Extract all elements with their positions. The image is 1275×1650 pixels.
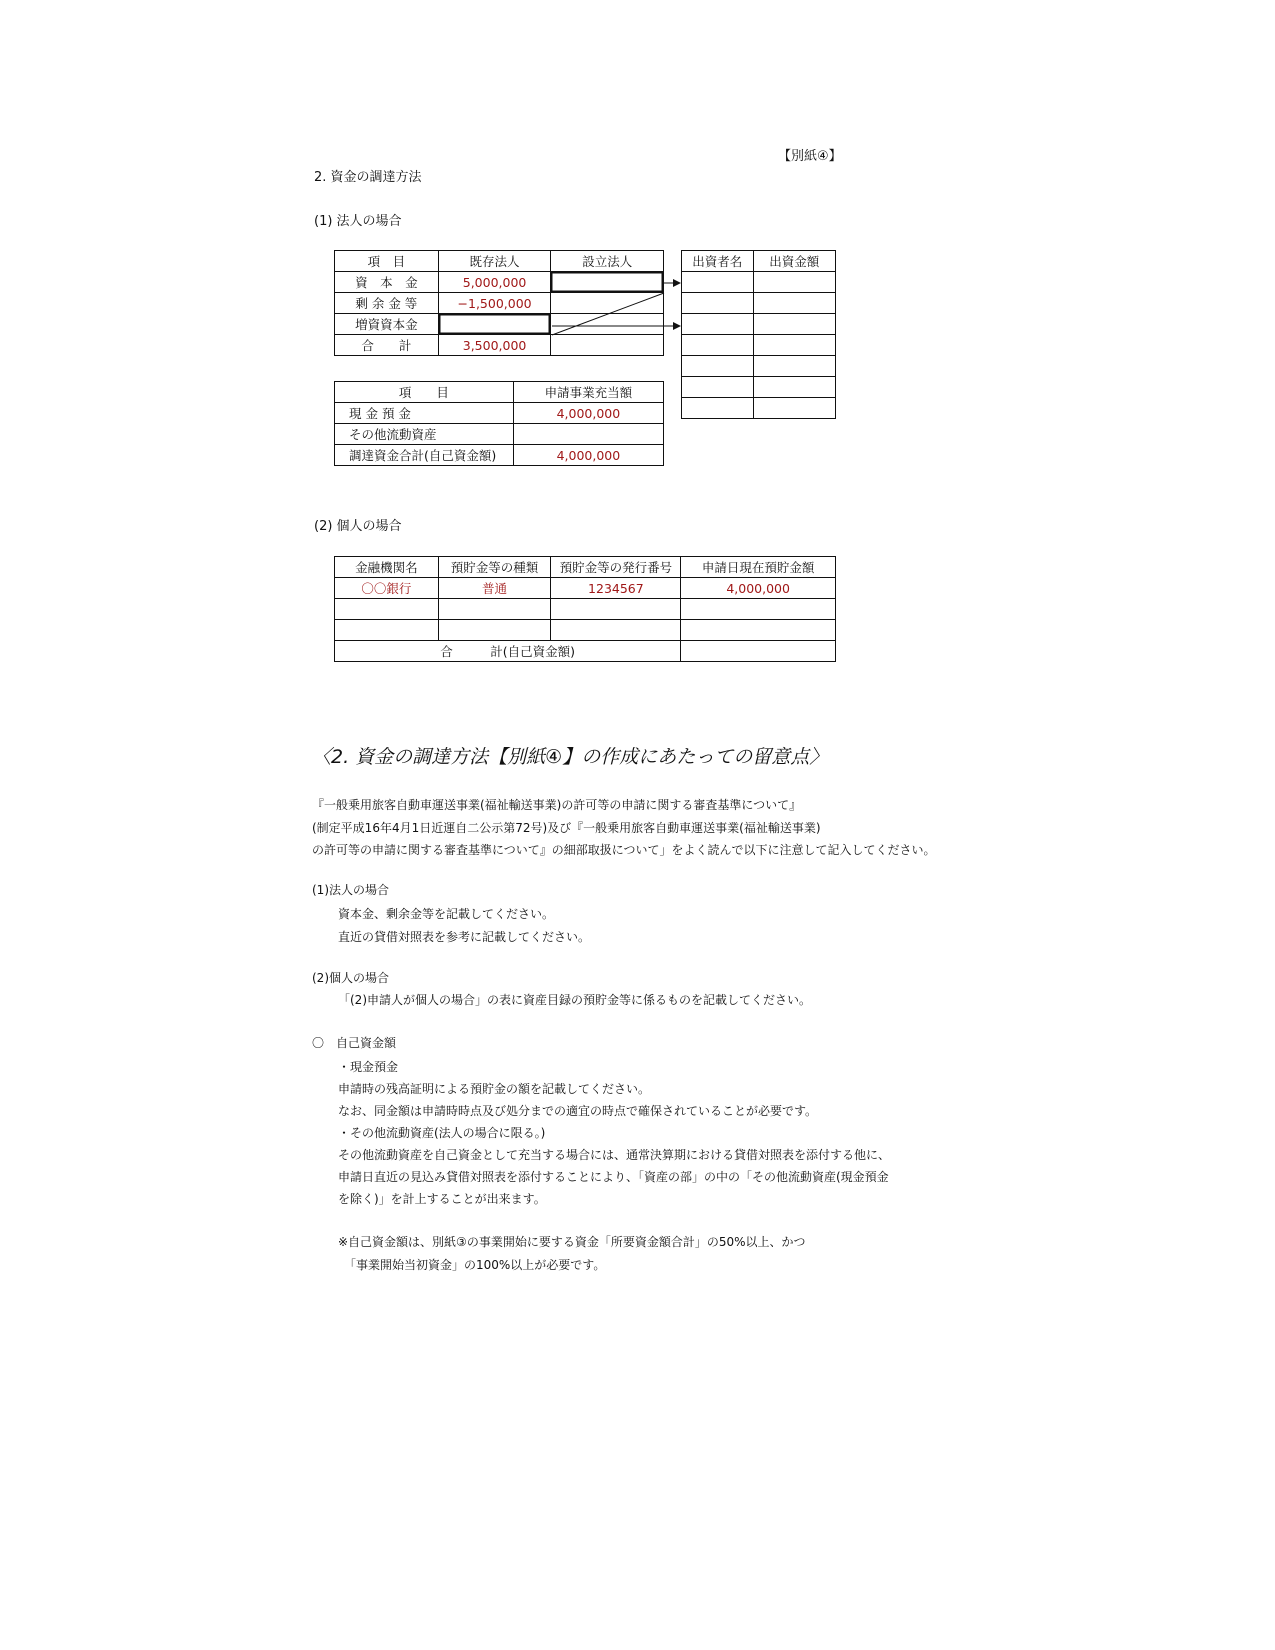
bank-name: 〇〇銀行 [335,578,439,599]
row-label: その他流動資産 [335,424,514,445]
section-title: 2. 資金の調達方法 [314,170,422,185]
note-line: ・現金預金 [338,1060,399,1074]
header-new: 設立法人 [551,251,664,272]
row-label: 調達資金合計(自己資金額) [335,445,514,466]
note-line: その他流動資産を自己資金として充当する場合には、通常決算期における貸借対照表を添付する他に、 [338,1148,891,1162]
connector-arrows [540,268,690,338]
investor-table [681,250,836,419]
note-line: 申請時の残高証明による預貯金の額を記載してください。 [338,1082,651,1096]
investor-cell [682,293,754,314]
investor-cell [682,398,754,419]
notes-individual-heading: (2)個人の場合 [312,971,389,985]
individual-heading: (2) 個人の場合 [314,519,402,534]
header-deposit-type: 預貯金等の種類 [438,557,551,578]
existing-value: 5,000,000 [438,272,551,293]
row-label: 増資資本金 [335,314,439,335]
notes-corporate-lines [338,903,590,948]
total-label: 合 計(自己資金額) [335,641,681,662]
appendix-label: 【別紙④】 [778,149,842,164]
note-line: 資本金、剰余金等を記載してください。 [338,907,555,921]
notes-intro [312,794,936,862]
notes-individual-line: 「(2)申請人が個人の場合」の表に資産目録の預貯金等に係るものを記載してください。 [338,993,812,1007]
header-allocation: 申請事業充当額 [513,382,663,403]
amount-value [513,424,663,445]
intro-line: 『一般乗用旅客自動車運送事業(福祉輸送事業)の許可等の申請に関する審査基準について』 [312,798,802,812]
investor-cell [753,272,835,293]
intro-line: の許可等の申請に関する審査基準について』の細部取扱について」をよく読んで以下に注意して記入してください。 [312,843,936,857]
note-line: ・その他流動資産(法人の場合に限る。) [338,1126,546,1140]
investor-cell [753,398,835,419]
header-item: 項 目 [335,382,514,403]
header-existing: 既存法人 [438,251,551,272]
issue-number [551,620,681,641]
footnote-line: ※自己資金額は、別紙③の事業開始に要する資金「所要資金額合計」の50%以上、かつ [338,1235,806,1249]
investor-cell [753,293,835,314]
deposit-amount [681,620,836,641]
investor-cell [753,377,835,398]
header-bank: 金融機関名 [335,557,439,578]
existing-value: −1,500,000 [438,293,551,314]
investor-cell [682,356,754,377]
deposit-table [334,556,836,662]
investor-cell [682,272,754,293]
own-funds-heading: 〇 自己資金額 [312,1036,397,1050]
amount-value: 4,000,000 [513,403,663,424]
investor-cell [682,377,754,398]
existing-value: 3,500,000 [438,335,551,356]
intro-line: (制定平成16年4月1日近運自二公示第72号)及び『一般乗用旅客自動車運送事業(福祉輸送事業) [312,820,821,835]
investor-cell [753,356,835,377]
amount-value: 4,000,000 [513,445,663,466]
funds-table [334,381,664,466]
deposit-amount [681,599,836,620]
issue-number: 1234567 [551,578,681,599]
capital-increase-cell [438,314,551,335]
header-investor-name: 出資者名 [682,251,754,272]
note-line: 直近の貸借対照表を参考に記載してください。 [338,929,591,944]
row-label: 合 計 [335,335,439,356]
footnote-line: 「事業開始当初資金」の100%以上が必要です。 [344,1257,606,1272]
bank-name [335,599,439,620]
header-issue-number: 預貯金等の発行番号 [551,557,681,578]
corporate-heading: (1) 法人の場合 [314,214,402,229]
deposit-type: 普通 [438,578,551,599]
total-amount [681,641,836,662]
notes-title: 〈2. 資金の調達方法【別紙④】の作成にあたっての留意点〉 [312,746,829,768]
investor-cell [682,335,754,356]
deposit-type [438,599,551,620]
row-label: 資 本 金 [335,272,439,293]
footnote [338,1231,806,1276]
header-deposit-amount: 申請日現在預貯金額 [681,557,836,578]
deposit-amount: 4,000,000 [681,578,836,599]
note-line: なお、同金額は申請時時点及び処分までの適宜の時点で確保されていることが必要です。 [338,1104,818,1118]
note-line: を除く)」を計上することが出来ます。 [338,1192,546,1206]
notes-corporate-heading: (1)法人の場合 [312,883,389,897]
investor-cell [753,335,835,356]
header-investment-amount: 出資金額 [753,251,835,272]
deposit-type [438,620,551,641]
row-label: 現 金 預 金 [335,403,514,424]
investor-cell [753,314,835,335]
bank-name [335,620,439,641]
issue-number [551,599,681,620]
row-label: 剰 余 金 等 [335,293,439,314]
investor-cell [682,314,754,335]
own-funds-lines [338,1056,890,1210]
note-line: 申請日直近の見込み貸借対照表を添付することにより、「資産の部」の中の「その他流動資産(現金預金 [338,1170,889,1184]
header-item: 項 目 [335,251,439,272]
